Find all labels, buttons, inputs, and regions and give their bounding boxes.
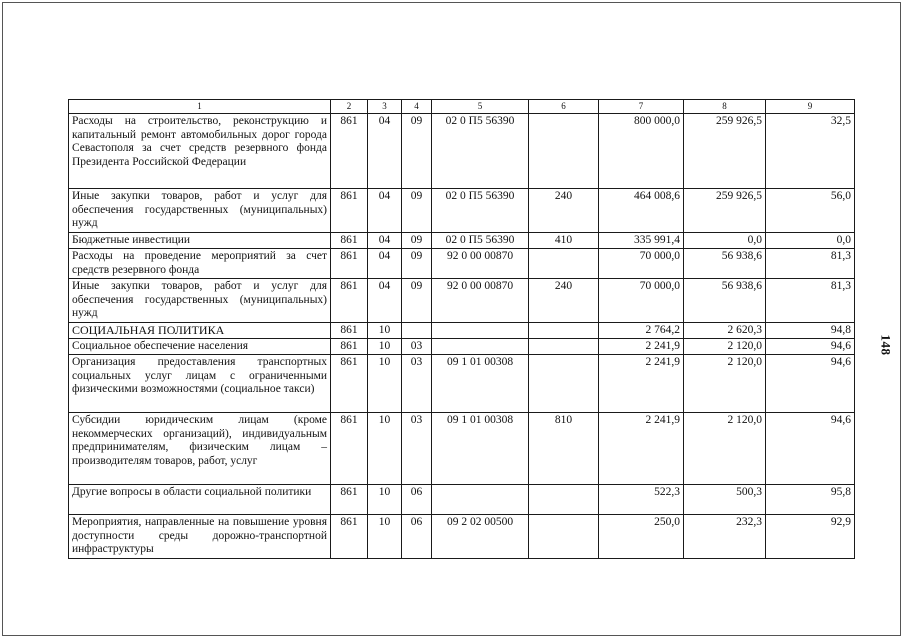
target-article-code: 02 0 П5 56390 <box>432 114 529 189</box>
execution-percent: 81,3 <box>766 249 855 279</box>
table-row <box>69 114 855 189</box>
target-article-code: 02 0 П5 56390 <box>432 189 529 233</box>
planned-amount: 2 764,2 <box>599 323 684 339</box>
expense-name: Мероприятия, направленные на повышение уровня доступности среды дорожно-транспортной инфраструктуры <box>69 515 331 559</box>
column-header: 2 <box>331 100 368 114</box>
ministry-code: 861 <box>331 413 368 485</box>
planned-amount: 522,3 <box>599 485 684 515</box>
subsection-code: 09 <box>402 233 432 249</box>
target-article-code <box>432 485 529 515</box>
section-code: 10 <box>368 339 402 355</box>
expense-name: Социальное обеспечение населения <box>69 339 331 355</box>
executed-amount: 2 120,0 <box>684 339 766 355</box>
subsection-code <box>402 323 432 339</box>
column-header: 5 <box>432 100 529 114</box>
executed-amount: 2 620,3 <box>684 323 766 339</box>
planned-amount: 2 241,9 <box>599 355 684 413</box>
expense-name: Бюджетные инвестиции <box>69 233 331 249</box>
subsection-code: 06 <box>402 515 432 559</box>
subsection-code: 03 <box>402 355 432 413</box>
ministry-code: 861 <box>331 233 368 249</box>
expense-name: Иные закупки товаров, работ и услуг для обеспечения государственных (муниципальных) нужд <box>69 279 331 323</box>
expense-name: Организация предоставления транспортных социальных услуг лицам с ограниченными физическими возможностями (социальное такси) <box>69 355 331 413</box>
section-code: 10 <box>368 413 402 485</box>
subsection-code: 03 <box>402 413 432 485</box>
execution-percent: 56,0 <box>766 189 855 233</box>
column-header: 6 <box>529 100 599 114</box>
table-row <box>69 279 855 323</box>
expense-type-code <box>529 339 599 355</box>
target-article-code <box>432 339 529 355</box>
section-code: 04 <box>368 114 402 189</box>
target-article-code: 92 0 00 00870 <box>432 249 529 279</box>
section-code: 04 <box>368 249 402 279</box>
execution-percent: 92,9 <box>766 515 855 559</box>
expense-name: Расходы на строительство, реконструкцию и капитальный ремонт автомобильных дорог города Севастополя за счет средств резервного фонда Президента Российской Федерации <box>69 114 331 189</box>
executed-amount: 2 120,0 <box>684 413 766 485</box>
section-name: СОЦИАЛЬНАЯ ПОЛИТИКА <box>69 323 331 339</box>
ministry-code: 861 <box>331 515 368 559</box>
ministry-code: 861 <box>331 279 368 323</box>
subsection-code: 09 <box>402 249 432 279</box>
ministry-code: 861 <box>331 114 368 189</box>
section-code: 04 <box>368 279 402 323</box>
expense-type-code: 240 <box>529 189 599 233</box>
execution-percent: 94,6 <box>766 413 855 485</box>
column-header: 3 <box>368 100 402 114</box>
target-article-code: 09 1 01 00308 <box>432 355 529 413</box>
executed-amount: 232,3 <box>684 515 766 559</box>
subsection-code: 03 <box>402 339 432 355</box>
execution-percent: 81,3 <box>766 279 855 323</box>
expense-type-code <box>529 485 599 515</box>
execution-percent: 95,8 <box>766 485 855 515</box>
table-header-row <box>69 100 855 114</box>
ministry-code: 861 <box>331 249 368 279</box>
execution-percent: 94,8 <box>766 323 855 339</box>
table-row <box>69 249 855 279</box>
column-header: 1 <box>69 100 331 114</box>
subsection-code: 06 <box>402 485 432 515</box>
column-header: 8 <box>684 100 766 114</box>
planned-amount: 250,0 <box>599 515 684 559</box>
target-article-code: 92 0 00 00870 <box>432 279 529 323</box>
table-row <box>69 323 855 339</box>
planned-amount: 2 241,9 <box>599 413 684 485</box>
expense-type-code <box>529 249 599 279</box>
table-row <box>69 515 855 559</box>
table-row <box>69 355 855 413</box>
table-row <box>69 485 855 515</box>
column-header: 4 <box>402 100 432 114</box>
planned-amount: 70 000,0 <box>599 249 684 279</box>
subsection-code: 09 <box>402 114 432 189</box>
table-row <box>69 339 855 355</box>
executed-amount: 500,3 <box>684 485 766 515</box>
expense-name: Расходы на проведение мероприятий за счет средств резервного фонда <box>69 249 331 279</box>
execution-percent: 94,6 <box>766 339 855 355</box>
table-row <box>69 413 855 485</box>
section-code: 10 <box>368 355 402 413</box>
expense-type-code: 240 <box>529 279 599 323</box>
budget-table <box>68 99 855 559</box>
executed-amount: 259 926,5 <box>684 189 766 233</box>
section-code: 04 <box>368 189 402 233</box>
target-article-code: 09 2 02 00500 <box>432 515 529 559</box>
target-article-code: 02 0 П5 56390 <box>432 233 529 249</box>
section-code: 10 <box>368 485 402 515</box>
expense-type-code <box>529 114 599 189</box>
expense-type-code: 810 <box>529 413 599 485</box>
column-header: 9 <box>766 100 855 114</box>
ministry-code: 861 <box>331 485 368 515</box>
target-article-code: 09 1 01 00308 <box>432 413 529 485</box>
expense-type-code <box>529 323 599 339</box>
ministry-code: 861 <box>331 355 368 413</box>
section-code: 04 <box>368 233 402 249</box>
execution-percent: 32,5 <box>766 114 855 189</box>
ministry-code: 861 <box>331 323 368 339</box>
planned-amount: 464 008,6 <box>599 189 684 233</box>
expense-name: Другие вопросы в области социальной политики <box>69 485 331 515</box>
expense-type-code <box>529 515 599 559</box>
page-number: 148 <box>878 334 894 356</box>
ministry-code: 861 <box>331 189 368 233</box>
planned-amount: 70 000,0 <box>599 279 684 323</box>
subsection-code: 09 <box>402 279 432 323</box>
executed-amount: 2 120,0 <box>684 355 766 413</box>
section-code: 10 <box>368 323 402 339</box>
executed-amount: 56 938,6 <box>684 249 766 279</box>
ministry-code: 861 <box>331 339 368 355</box>
expense-type-code <box>529 355 599 413</box>
executed-amount: 0,0 <box>684 233 766 249</box>
column-header: 7 <box>599 100 684 114</box>
section-code: 10 <box>368 515 402 559</box>
planned-amount: 800 000,0 <box>599 114 684 189</box>
executed-amount: 259 926,5 <box>684 114 766 189</box>
expense-name: Иные закупки товаров, работ и услуг для обеспечения государственных (муниципальных) нужд <box>69 189 331 233</box>
planned-amount: 2 241,9 <box>599 339 684 355</box>
execution-percent: 94,6 <box>766 355 855 413</box>
subsection-code: 09 <box>402 189 432 233</box>
execution-percent: 0,0 <box>766 233 855 249</box>
table-row <box>69 233 855 249</box>
target-article-code <box>432 323 529 339</box>
table-row <box>69 189 855 233</box>
executed-amount: 56 938,6 <box>684 279 766 323</box>
expense-name: Субсидии юридическим лицам (кроме некоммерческих организаций), индивидуальным предпринимателям, физическим лицам – производителям товаров, работ, услуг <box>69 413 331 485</box>
planned-amount: 335 991,4 <box>599 233 684 249</box>
expense-type-code: 410 <box>529 233 599 249</box>
